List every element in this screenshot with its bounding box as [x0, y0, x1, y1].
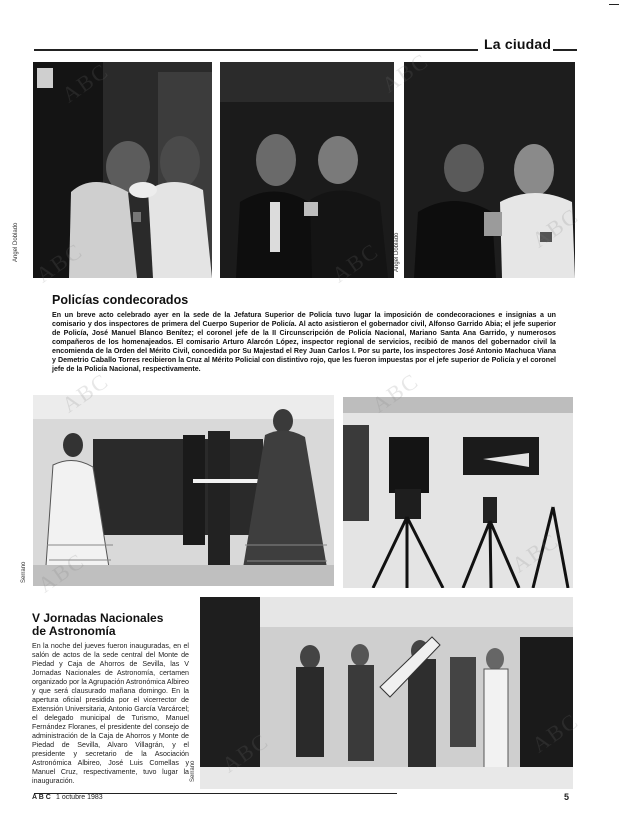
footer-date: 1 octubre 1983	[56, 794, 103, 801]
photo-decoration-ceremony-2	[220, 62, 394, 278]
article-body: En un breve acto celebrado ayer en la sede de la Jefatura Superior de Policía tuvo lugar la imposición de condecoraciones e insignias a un comisario y dos inspectores de primera del Cuerpo Superior de Policía. Al acto asistieron el gobernador civil, Alfonso Garrido Abia; el jefe superior de Policía, José Manuel Blanco Benítez; el coronel jefe de la II Circunscripción de Policía Nacional, Mariano Santa Ana Garrido, y numerosos compañeros de los homenajeados. El comisario Arturo Alarcón López, inspector regional de servicios, recibió de manos del gobernador civil la encomienda de la Orden del Mérito Civil, concedida por Su Majestad el Rey Juan Carlos I. Por su parte, los inspectores José Antonio Machuca Viana y Demetrio Caballo Torres recibieron la Cruz al Mérito Policial con distintivo rojo, que les fueron impuestas por el jefe superior de Policía y el coronel jefe de la Policía Nacional, respectivamente.	[52, 311, 556, 373]
photo-flamenco-exhibition	[33, 395, 334, 586]
article-headline-line1: V Jornadas Nacionales	[32, 611, 164, 625]
photo-credit: Angel Doblado	[394, 232, 400, 272]
article-body: En la noche del jueves fueron inauguradas, en el salón de actos de la sede central del Monte de Piedad y Caja de Ahorros de Sevilla, las V Jornadas Nacionales de Astronomía, certamen organizado por la Agrupación Astronómica Albireo y que será clausurado mañana domingo. En la apertura oficial presidida por el vicerrector de Extensión Universitaria, Antonio García Varcárcel; el delegado municipal de Turismo, Manuel Fernández Floranes, el presidente del consejo de administración de la Caja de Ahorros y Monte de Piedad de Sevilla, Alvaro Villagrán, y el presidente y secretario de la Asociación Astronómica Albireo, José Luis Comellas y Manuel Cruz, respectivamente, tuvo lugar la inauguración.	[32, 642, 189, 785]
article-headline: Policías condecorados	[52, 293, 189, 307]
photo-decoration-ceremony-1	[33, 62, 212, 278]
watermark: ABC	[57, 367, 114, 418]
photo-credit: Serrano	[190, 760, 196, 782]
header-rule-left	[34, 49, 478, 51]
article-headline-line2: de Astronomía	[32, 624, 116, 638]
watermark: ABC	[367, 367, 424, 418]
section-title: La ciudad	[484, 36, 552, 52]
header-rule-right	[553, 49, 577, 51]
corner-mark	[609, 4, 619, 5]
photo-decoration-ceremony-3	[404, 62, 575, 278]
photo-credit: Angel Doblado	[13, 222, 19, 262]
photo-credit: Serrano	[21, 561, 27, 583]
footer-publication: A B C	[32, 794, 51, 801]
photo-astronomy-inauguration	[200, 597, 573, 789]
page-number: 5	[564, 792, 570, 802]
photo-telescopes	[343, 397, 573, 588]
